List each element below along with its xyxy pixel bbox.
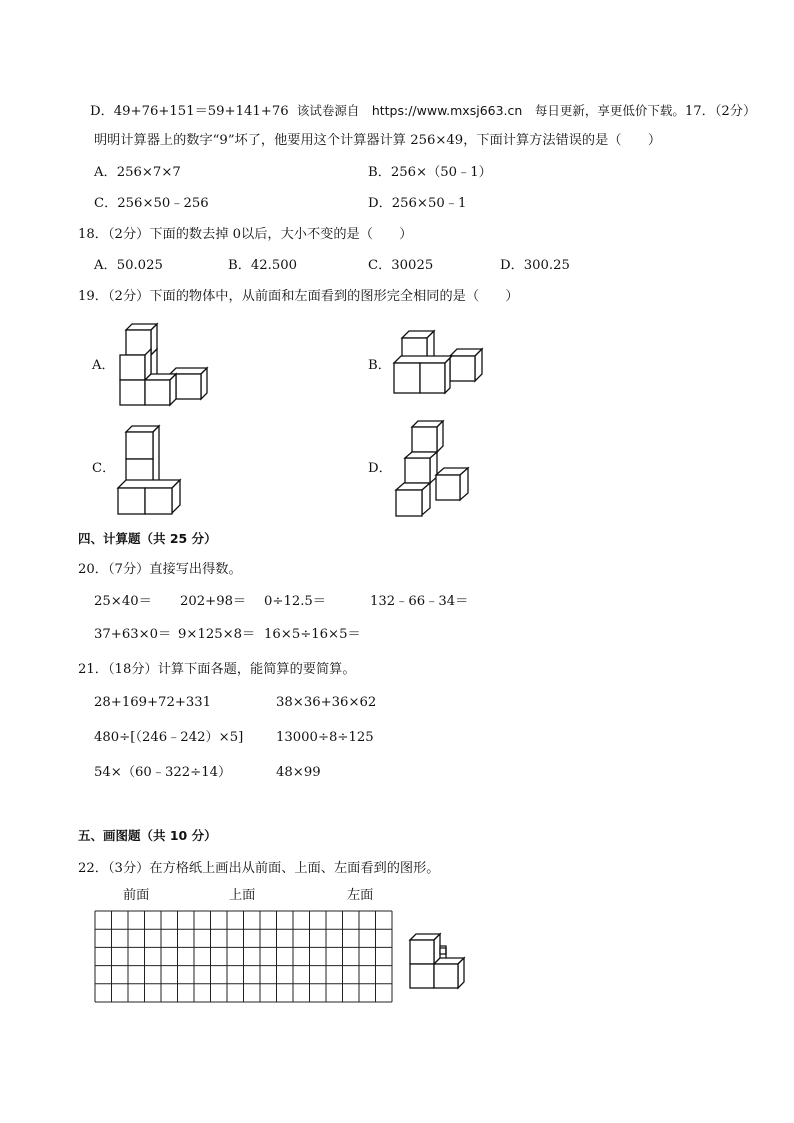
q21-item: 13000÷8÷125	[276, 730, 374, 745]
q20-stem: 20．（7分）直接写出得数。	[78, 562, 242, 577]
q17-option-b: B．256×（50﹣1）	[368, 165, 492, 180]
q17-option-a: A．256×7×7	[94, 165, 181, 180]
q19-stem: 19．（2分）下面的物体中，从前面和左面看到的图形完全相同的是（ ）	[78, 289, 519, 304]
q22-cube-figure	[402, 928, 470, 1002]
label-top-view: 上面	[229, 888, 256, 903]
q18-option-a: A．50.025	[94, 258, 163, 273]
label-left-view: 左面	[347, 888, 374, 903]
q21-stem: 21．（18分）计算下面各题，能简算的要简算。	[78, 662, 356, 677]
q22-stem: 22．（3分）在方格纸上画出从前面、上面、左面看到的图形。	[78, 861, 440, 876]
q21-item: 48×99	[276, 765, 321, 780]
q19-option-d: D．	[368, 461, 392, 476]
cube-figure-c	[114, 420, 194, 520]
section-4-title: 四、计算题（共 25 分）	[78, 531, 217, 546]
q17-option-c: C．256×50﹣256	[94, 196, 209, 211]
q20-item: 16×5÷16×5＝	[264, 627, 361, 642]
q21-item: 28+169+72+331	[94, 695, 212, 710]
q20-item: 0÷12.5＝	[264, 594, 326, 609]
q19-option-b: B．	[368, 358, 391, 373]
q18-option-d: D．300.25	[500, 258, 570, 273]
cube-figure-b	[390, 325, 490, 400]
q20-item: 202+98＝	[180, 594, 247, 609]
q21-item: 480÷[（246﹣242）×5]	[94, 730, 244, 745]
label-front-view: 前面	[123, 888, 150, 903]
q21-item: 38×36+36×62	[276, 695, 377, 710]
q20-item: 25×40＝	[94, 594, 152, 609]
q20-item: 9×125×8＝	[178, 627, 256, 642]
q18-option-c: C．30025	[368, 258, 434, 273]
q21-item: 54×（60﹣322÷14）	[94, 765, 232, 780]
q17-option-d: D．256×50﹣1	[368, 196, 467, 211]
q17-heading: 17．（2分）	[684, 104, 757, 119]
q20-item: 37+63×0＝	[94, 627, 172, 642]
q19-option-c: C．	[92, 461, 116, 476]
cube-stack-a	[120, 324, 207, 405]
q18-option-b: B．42.500	[228, 258, 298, 273]
section-5-title: 五、画图题（共 10 分）	[78, 828, 217, 843]
q20-item: 132﹣66﹣34＝	[370, 594, 469, 609]
watermark-text: 该试卷源自 https://www.mxsj663.cn 每日更新，享更低价下载。	[296, 103, 685, 118]
q17-stem: 明明计算器上的数字“9”坏了，他要用这个计算器计算 256×49，下面计算方法错误的是（ ）	[94, 133, 662, 148]
q18-stem: 18．（2分）下面的数去掉 0以后，大小不变的是（ ）	[78, 227, 413, 242]
cube-figure-a	[114, 318, 214, 413]
q16-option-d: D．49+76+151＝59+141+76 该试卷源自 https://www.mxsj663.cn 每日更新，享更低价下载。17．（2分）	[90, 103, 757, 119]
drawing-grid[interactable]	[94, 910, 396, 1004]
cube-figure-d	[390, 420, 475, 520]
q19-option-a: A．	[92, 358, 115, 373]
